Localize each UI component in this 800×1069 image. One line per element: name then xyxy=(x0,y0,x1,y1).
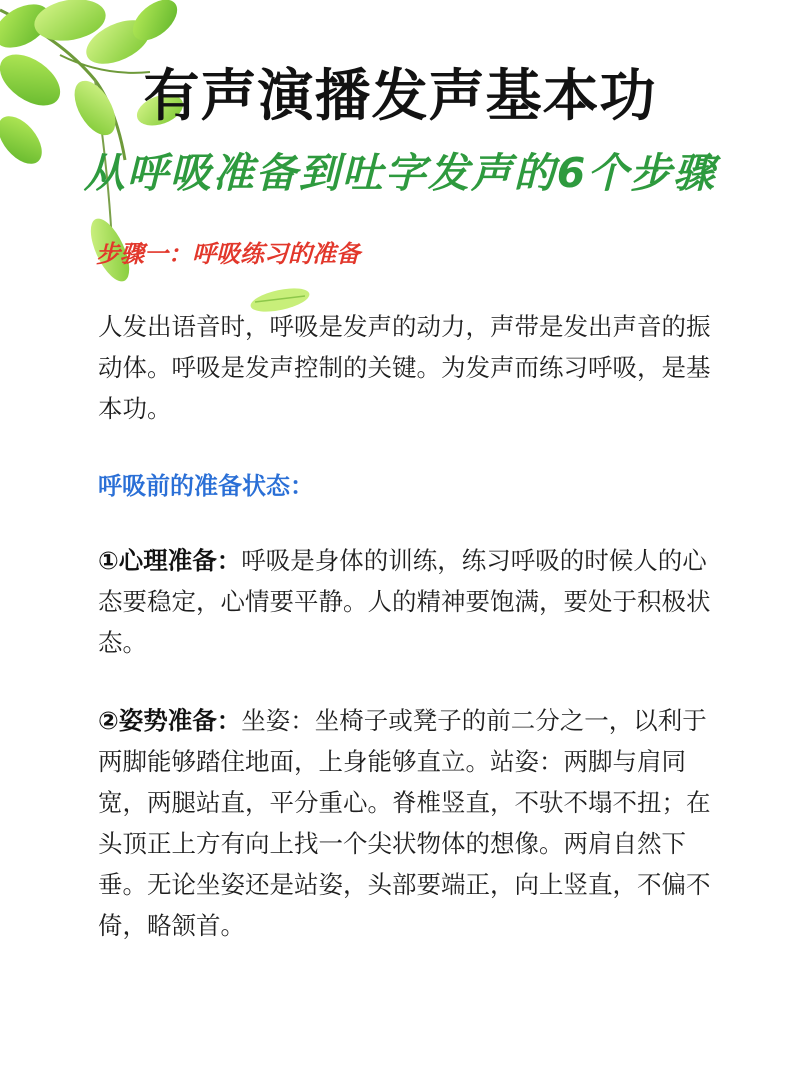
posture-prep-text: 坐姿：坐椅子或凳子的前二分之一，以利于两脚能够踏住地面，上身能够直立。站姿：两脚与肩同宽，两腿站直，平分重心。脊椎竖直，不驮不塌不扭；在头顶正上方有向上找一个尖状物体的想像。两肩自然下垂。无论坐姿还是站姿，头部要端正，向上竖直，不偏不倚，略颔首。 xyxy=(98,706,711,940)
mental-prep-text: 呼吸是身体的训练，练习呼吸的时候人的心态要稳定，心情要平静。人的精神要饱满，要处于积极状态。 xyxy=(98,546,711,657)
page-subtitle: 从呼吸准备到吐字发声的6个步骤 xyxy=(83,149,717,197)
mental-prep-paragraph xyxy=(98,540,718,663)
step-one-intro: 人发出语音时，呼吸是发声的动力，声带是发出声音的振动体。呼吸是发声控制的关键。为发声而练习呼吸，是基本功。 xyxy=(98,312,711,423)
posture-prep-label: ②姿势准备： xyxy=(98,706,242,735)
posture-prep-paragraph xyxy=(98,700,718,946)
prep-heading: 呼吸前的准备状态： xyxy=(98,472,314,500)
mental-prep-label: ①心理准备： xyxy=(98,546,242,575)
step-one-heading: 步骤一：呼吸练习的准备 xyxy=(96,240,360,268)
page-title: 有声演播发声基本功 xyxy=(143,64,657,129)
